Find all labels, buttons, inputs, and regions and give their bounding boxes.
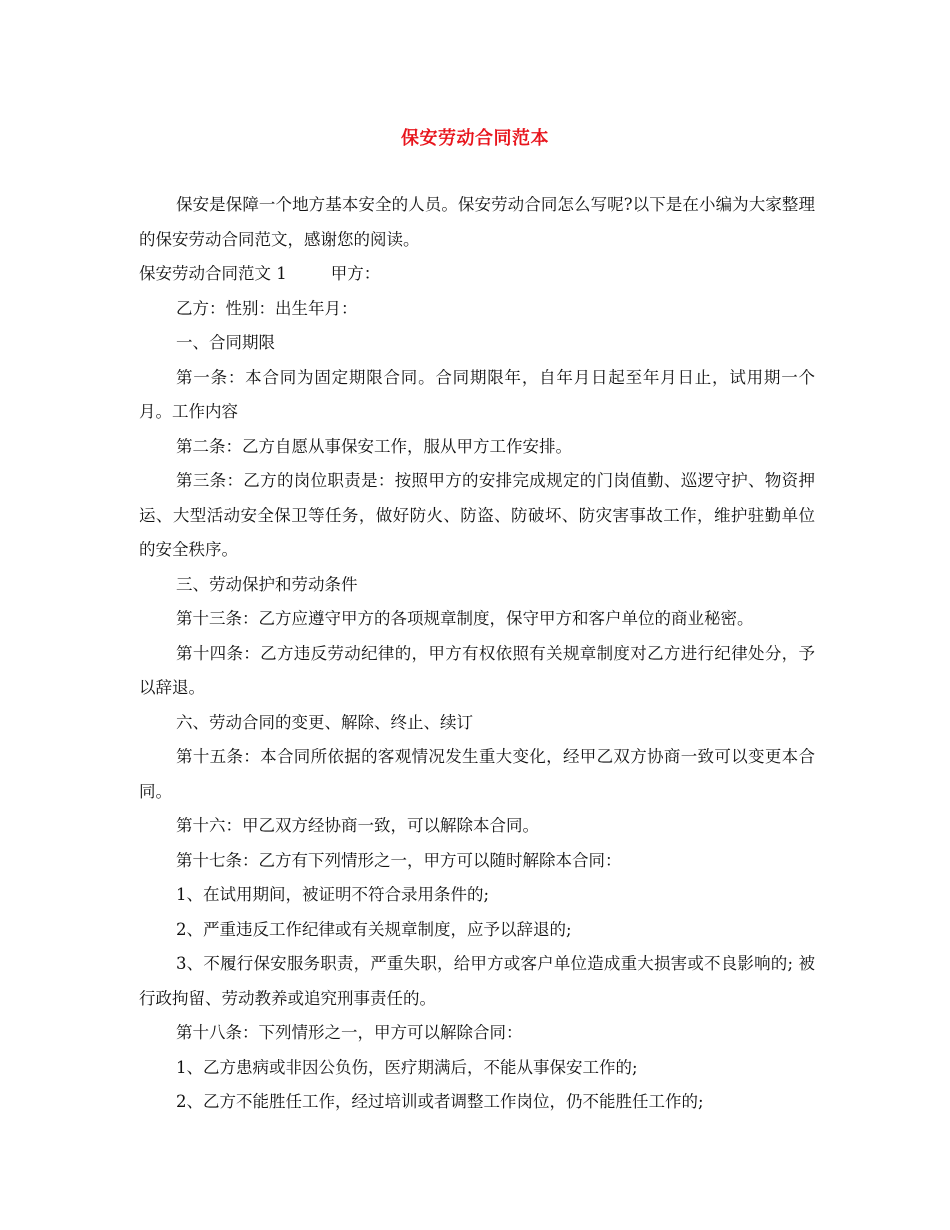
list-item: 1、乙方患病或非因公负伤，医疗期满后，不能从事保安工作的; [176,1057,638,1077]
document-body [139,188,815,1120]
clause-paragraph: 第十八条：下列情形之一，甲方可以解除合同： [176,1023,523,1042]
clause-paragraph: 第十五条：本合同所依据的客观情况发生重大变化，经甲乙双方协商一致可以变更本合同。 [139,747,815,801]
clause-paragraph: 第一条：本合同为固定期限合同。合同期限年，自年月日起至年月日止，试用期一个月。工作内容 [139,367,815,421]
clause-paragraph: 第十三条：乙方应遵守甲方的各项规章制度，保守甲方和客户单位的商业秘密。 [176,609,754,628]
list-item: 1、在试用期间，被证明不符合录用条件的; [176,885,490,904]
party-b-line: 乙方：性别：出生年月： [176,298,358,318]
section-heading: 一、合同期限 [176,333,275,352]
clause-paragraph: 第十四条：乙方违反劳动纪律的，甲方有权依照有关规章制度对乙方进行纪律处分，予以辞退。 [139,643,815,697]
party-a-label: 甲方： [330,264,381,283]
sample-heading: 保安劳动合同范文 1 [139,264,287,283]
clause-paragraph: 第二条：乙方自愿从事保安工作，服从甲方工作安排。 [176,436,572,456]
clause-paragraph: 第十七条：乙方有下列情形之一，甲方可以随时解除本合同： [176,850,622,870]
list-item: 2、乙方不能胜任工作，经过培训或者调整工作岗位，仍不能胜任工作的; [176,1092,704,1111]
sample-heading-line [139,257,815,292]
clause-paragraph: 第三条：乙方的岗位职责是：按照甲方的安排完成规定的门岗值勤、巡逻守护、物资押运、大型活动安全保卫等任务，做好防火、防盗、防破坏、防灾害事故工作，维护驻勤单位的安全秩序。 [139,471,815,559]
intro-paragraph: 保安是保障一个地方基本安全的人员。保安劳动合同怎么写呢?以下是在小编为大家整理的保安劳动合同范文，感谢您的阅读。 [139,195,815,249]
section-heading: 三、劳动保护和劳动条件 [176,574,358,594]
list-item: 2、严重违反工作纪律或有关规章制度，应予以辞退的; [176,919,572,939]
document-title: 保安劳动合同范本 [401,128,549,149]
list-item: 3、不履行保安服务职责，严重失职，给甲方或客户单位造成重大损害或不良影响的; 被行政拘留、劳动教养或追究刑事责任的。 [139,954,815,1008]
clause-paragraph: 第十六：甲乙双方经协商一致，可以解除本合同。 [176,816,539,835]
section-heading: 六、劳动合同的变更、解除、终止、续订 [176,712,473,732]
